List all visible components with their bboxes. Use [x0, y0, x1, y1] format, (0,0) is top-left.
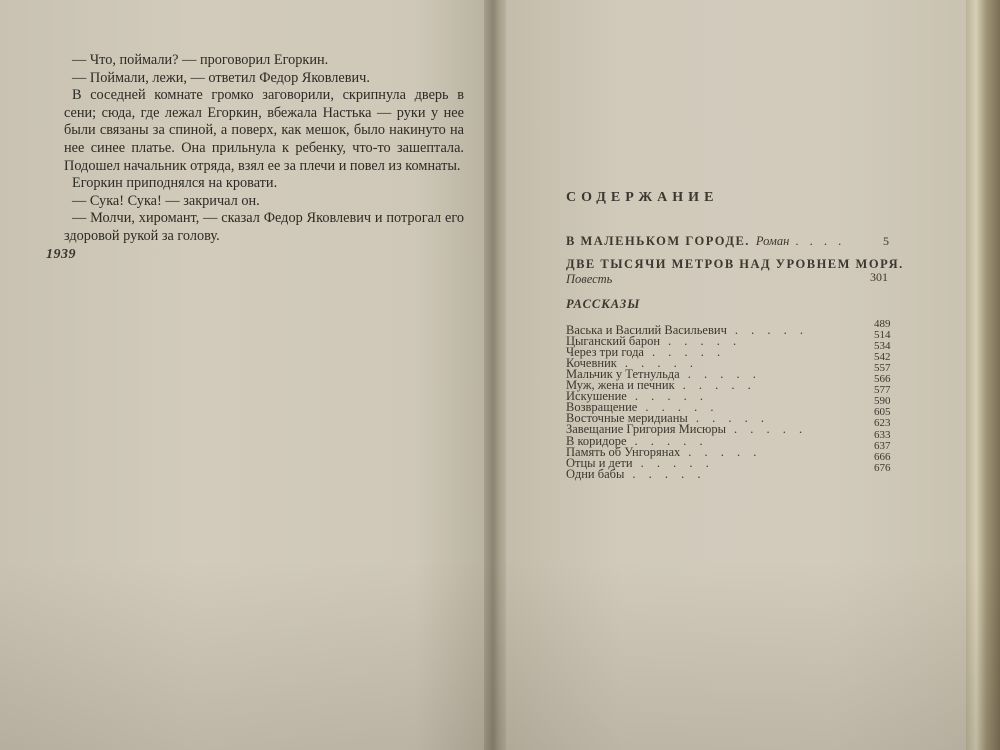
story-title: Цыганский барон [566, 334, 661, 348]
section-title: РАССКАЗЫ [566, 297, 641, 311]
story-title: Через три года [566, 345, 644, 359]
paragraph: — Что, поймали? — проговорил Егоркин. [72, 52, 329, 68]
entry-genre: Роман [755, 234, 790, 248]
toc-story-row: Завещание Григория Мисюры . . . . . 623 [566, 417, 891, 436]
paragraph: — Молчи, хиромант, — сказал Федор Яковлевич и потрогал его здоровой рукой за голову. [64, 210, 464, 244]
story-page: 590 [874, 395, 891, 407]
story-page: 633 [874, 429, 891, 441]
entry-title: В МАЛЕНЬКОМ ГОРОДЕ. [566, 234, 750, 248]
toc-story-row: В коридоре . . . . . 633 [566, 429, 891, 448]
story-page: 605 [874, 406, 891, 418]
paragraph: В соседней комнате громко заговорили, скрипнула дверь в сени; сюда, где лежал Егоркин, вбежала Настька — руки у нее были связаны за спиной, а поверх, как мешок, было накинуто на нее синее платье. Она прильнула к ребенку, что-то зашептала. Подошел начальник отряда, взял ее за плечи и повел из комнаты. [64, 87, 464, 174]
entry-page: 301 [870, 270, 888, 284]
story-title: Завещание Григория Мисюры [566, 422, 727, 436]
entry-page: 5 [883, 234, 889, 248]
story-title: Память об Унгорянах [566, 445, 681, 459]
story-page: 557 [874, 362, 891, 374]
toc-story-row: Цыганский барон . . . . . 514 [566, 329, 891, 348]
toc-story-row: Отцы и дети . . . . . 666 [566, 451, 891, 470]
story-title: Восточные меридианы [566, 411, 688, 425]
story-page: 577 [874, 384, 891, 396]
year-mark: 1939 [46, 247, 76, 262]
story-title: Отцы и дети [566, 456, 633, 470]
toc-main-entry-2 [566, 257, 904, 272]
story-title: Возвращение [566, 400, 638, 414]
paragraph: — Поймали, лежи, — ответил Федор Яковлевич. [72, 69, 370, 86]
toc-story-row: Через три года . . . . . 534 [566, 340, 891, 359]
story-page: 514 [874, 329, 891, 341]
toc-story-row: Муж, жена и печник . . . . . 566 [566, 373, 891, 392]
toc-story-row: Восточные меридианы . . . . . 605 [566, 406, 891, 425]
toc-main-entry-1: В МАЛЕНЬКОМ ГОРОДЕ. Роман . . . . [566, 234, 846, 248]
entry-title: ДВЕ ТЫСЯЧИ МЕТРОВ НАД УРОВНЕМ МОРЯ. [566, 257, 904, 271]
book-edge [966, 0, 1000, 750]
story-page: 666 [874, 451, 891, 463]
story-page: 534 [874, 340, 891, 352]
story-page: 542 [874, 351, 891, 363]
story-title: Одни бабы [566, 467, 625, 481]
story-title: Муж, жена и печник [566, 378, 675, 392]
toc-story-row: Одни бабы . . . . . 676 [566, 462, 891, 481]
toc-title: СОДЕРЖАНИЕ [566, 190, 719, 205]
paragraph: Егоркин приподнялся на кровати. [72, 175, 278, 192]
toc-story-row: Мальчик у Тетнульда . . . . . 557 [566, 362, 891, 381]
story-ending-text [64, 52, 464, 246]
toc-main-entry-2-genre [566, 272, 612, 287]
toc-story-row: Искушение . . . . . 577 [566, 384, 891, 403]
toc-story-row: Возвращение . . . . . 590 [566, 395, 891, 414]
toc-story-row: Васька и Василий Васильевич . . . . . 489 [566, 318, 891, 337]
story-title: Васька и Василий Васильевич [566, 323, 727, 337]
toc-story-row: Память об Унгорянах . . . . . 637 [566, 440, 891, 459]
story-title: Мальчик у Тетнульда [566, 367, 680, 381]
story-title: Искушение [566, 389, 627, 403]
story-page: 623 [874, 417, 891, 429]
story-title: Кочевник [566, 356, 617, 370]
story-page: 489 [874, 318, 891, 330]
story-page: 676 [874, 462, 891, 474]
toc-story-row: Кочевник . . . . . 542 [566, 351, 891, 370]
story-page: 566 [874, 373, 891, 385]
paragraph: — Сука! Сука! — закричал он. [72, 192, 260, 209]
story-title: В коридоре [566, 434, 627, 448]
story-page: 637 [874, 440, 891, 452]
entry-genre: Повесть [566, 272, 613, 286]
